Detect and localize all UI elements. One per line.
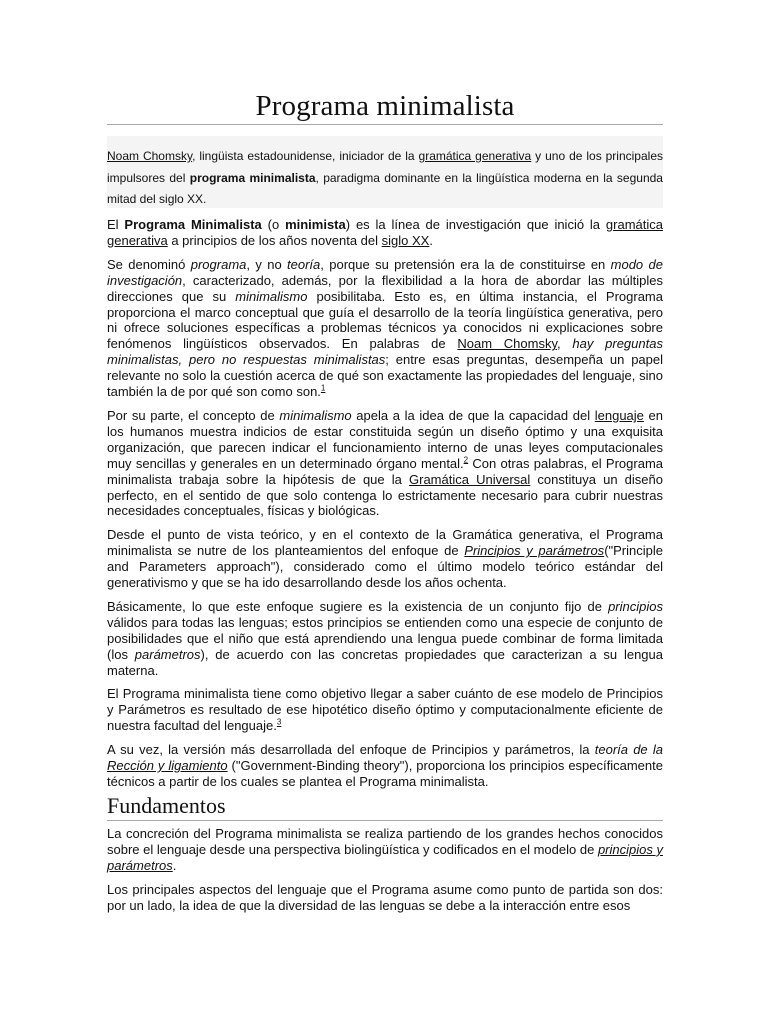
reference-link[interactable]: 1 [320, 383, 326, 393]
paragraph-rl: A su vez, la versión más desarrollada del enfoque de Principios y parámetros, la teoría de la Rección y ligamiento ("Government-Binding theory"), proporciona los principios específicamente técnicos a partir de los cuales se plantea el Programa minimalista. [107, 742, 663, 789]
caption-text: Noam Chomsky, lingüista estadounidense, iniciador de la gramática generativa y uno de los principales impulsores del programa minimalista, paradigma dominante en la lingüística moderna en la segunda mitad del siglo XX. [107, 149, 663, 206]
image-caption [107, 136, 663, 208]
link-principios-parametros[interactable]: Principios y parámetros [464, 543, 605, 559]
reference-link[interactable]: 2 [463, 455, 469, 465]
link-siglo-xx[interactable]: siglo XX [381, 232, 430, 248]
paragraph-denominacion: Se denominó programa, y no teoría, porque su pretensión era la de constituirse en modo de investigación, caracterizado, además, por la flexibilidad a la hora de abordar las múltiples direcciones que su minimalismo posibilitaba. Esto es, en última instancia, el Programa proporciona el marco conceptual que guía el desarrollo de la teoría lingüística generativa, pero ni ofrece soluciones específicas a problemas técnicos ya conocidos ni explicaciones sobre fenómenos lingüísticos observados. En palabras de Noam Chomsky, hay preguntas minimalistas, pero no respuestas minimalistas; entre esas preguntas, desempeña un papel relevante no solo la cuestión acerca de qué son exactamente las propiedades del lenguaje, sino también la de por qué son como son.$^1$ [107, 256, 664, 400]
reference-link[interactable]: 3 [276, 717, 282, 727]
section-body [107, 826, 663, 922]
link-reccion-ligamiento[interactable]: Rección y ligamiento [107, 758, 228, 774]
paragraph-minimalismo: Por su parte, el concepto de minimalismo apela a la idea de que la capacidad del lenguaje en los humanos muestra indicios de estar constituida según un diseño óptimo y una exquisita organización, que parecen indicar el funcionamiento interno de unas leyes computacionales muy sencillas y generales en un determinado órgano mental.$^2$ Con otras palabras, el Programa minimalista trabaja sobre la hipótesis de que la Gramática Universal constituya un diseño perfecto, en el sentido de que solo contenga lo estrictamente necesario para cubrir nuestras necesidades conceptuales, físicas y biológicas. [107, 407, 664, 519]
link-principios-parametros[interactable]: principios y parámetros [107, 841, 663, 873]
paragraph-objetivo: El Programa minimalista tiene como objetivo llegar a saber cuánto de ese modelo de Principios y Parámetros es resultado de ese hipotético diseño óptimo y computacionalmente eficiente de nuestra facultad del lenguaje.$^3$ [107, 686, 663, 734]
paragraph-teorico: Desde el punto de vista teórico, y en el contexto de la Gramática generativa, el Programa minimalista se nutre de los planteamientos del enfoque de Principios y parámetros("Principle and Parameters approach"), considerado como el último modelo teórico estándar del generativismo y que se ha ido desarrollando desde los años ochenta. [107, 527, 663, 591]
link-gramatica-generativa[interactable]: gramática generativa [418, 149, 532, 163]
link-lenguaje[interactable]: lenguaje [594, 407, 644, 423]
section-divider [107, 820, 663, 821]
article-body [107, 217, 663, 798]
link-noam-chomsky[interactable]: Noam Chomsky [457, 336, 558, 352]
paragraph-basicamente: Básicamente, lo que este enfoque sugiere es la existencia de un conjunto fijo de principios válidos para todas las lenguas; estos principios se entienden como una especie de conjunto de posibilidades que el niño que está aprendiendo una lengua puede combinar de forma limitada (los parámetros), de acuerdo con las concretas propiedades que caracterizan a su lengua materna. [107, 598, 663, 678]
paragraph-concrecion: La concreción del Programa minimalista se realiza partiendo de los grandes hechos conocidos sobre el lenguaje desde una perspectiva biolingüística y codificados en el modelo de principios y parámetros. [107, 826, 663, 873]
paragraph-aspectos: Los principales aspectos del lenguaje que el Programa asume como punto de partida son dos: por un lado, la idea de que la diversidad de las lenguas se debe a la interacción entre esos [107, 881, 663, 913]
title-divider [107, 124, 663, 125]
link-noam-chomsky[interactable]: Noam Chomsky [107, 149, 193, 163]
link-gramatica-generativa[interactable]: gramática generativa [107, 217, 663, 248]
section-heading: Fundamentos [107, 793, 226, 818]
link-gramatica-universal[interactable]: Gramática Universal [409, 471, 531, 487]
paragraph-intro: El Programa Minimalista (o minimista) es la línea de investigación que inició la gramática generativa a principios de los años noventa del siglo XX. [107, 217, 663, 248]
page-title: Programa minimalista [255, 90, 515, 122]
